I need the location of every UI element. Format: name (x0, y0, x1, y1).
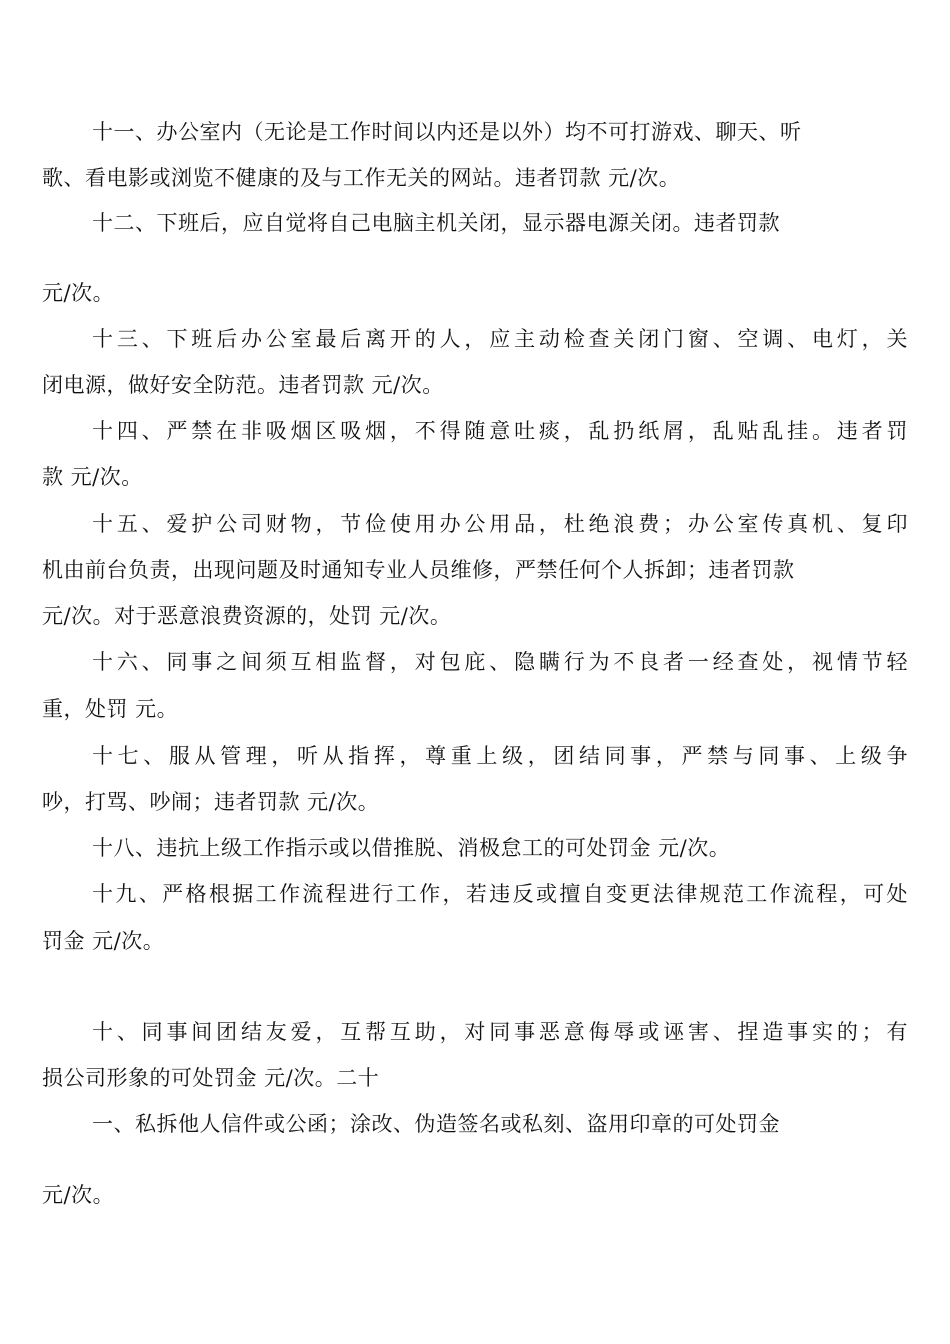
paragraph-20-line-1: 十、同事间团结友爱，互帮互助，对同事恶意侮辱或诬害、捏造事实的；有 (92, 1020, 908, 1044)
paragraph-11-line-2: 歌、看电影或浏览不健康的及与工作无关的网站。违者罚款 元/次。 (42, 166, 681, 190)
paragraph-11-line-1: 十一、办公室内（无论是工作时间以内还是以外）均不可打游戏、聊天、听 (92, 120, 802, 144)
paragraph-17-line-1: 十七、服从管理，听从指挥，尊重上级，团结同事，严禁与同事、上级争 (92, 744, 908, 768)
paragraph-15-line-2: 机由前台负责，出现问题及时通知专业人员维修，严禁任何个人拆卸；违者罚款 (42, 558, 795, 582)
paragraph-16-line-2: 重，处罚 元。 (42, 697, 179, 721)
paragraph-12-line-2: 元/次。 (42, 281, 115, 305)
paragraph-19-line-1: 十九、严格根据工作流程进行工作，若违反或擅自变更法律规范工作流程，可处 (92, 882, 908, 906)
paragraph-18-line-1: 十八、违抗上级工作指示或以借推脱、消极怠工的可处罚金 元/次。 (92, 836, 731, 860)
paragraph-13-line-1: 十三、下班后办公室最后离开的人，应主动检查关闭门窗、空调、电灯，关 (92, 327, 908, 351)
paragraph-14-line-2: 款 元/次。 (42, 465, 143, 489)
paragraph-21-line-1: 一、私拆他人信件或公函；涂改、伪造签名或私刻、盗用印章的可处罚金 (92, 1112, 780, 1136)
paragraph-20-line-2: 损公司形象的可处罚金 元/次。二十 (42, 1066, 380, 1090)
paragraph-16-line-1: 十六、同事之间须互相监督，对包庇、隐瞒行为不良者一经查处，视情节轻 (92, 650, 908, 674)
paragraph-21-line-2: 元/次。 (42, 1183, 115, 1207)
paragraph-15-line-3: 元/次。对于恶意浪费资源的，处罚 元/次。 (42, 604, 452, 628)
paragraph-12-line-1: 十二、下班后，应自觉将自己电脑主机关闭，显示器电源关闭。违者罚款 (92, 211, 780, 235)
paragraph-13-line-2: 闭电源，做好安全防范。违者罚款 元/次。 (42, 373, 444, 397)
paragraph-17-line-2: 吵，打骂、吵闹；违者罚款 元/次。 (42, 790, 380, 814)
paragraph-15-line-1: 十五、爱护公司财物，节俭使用办公用品，杜绝浪费；办公室传真机、复印 (92, 512, 908, 536)
paragraph-14-line-1: 十四、严禁在非吸烟区吸烟，不得随意吐痰，乱扔纸屑，乱贴乱挂。违者罚 (92, 419, 908, 443)
paragraph-19-line-2: 罚金 元/次。 (42, 929, 165, 953)
